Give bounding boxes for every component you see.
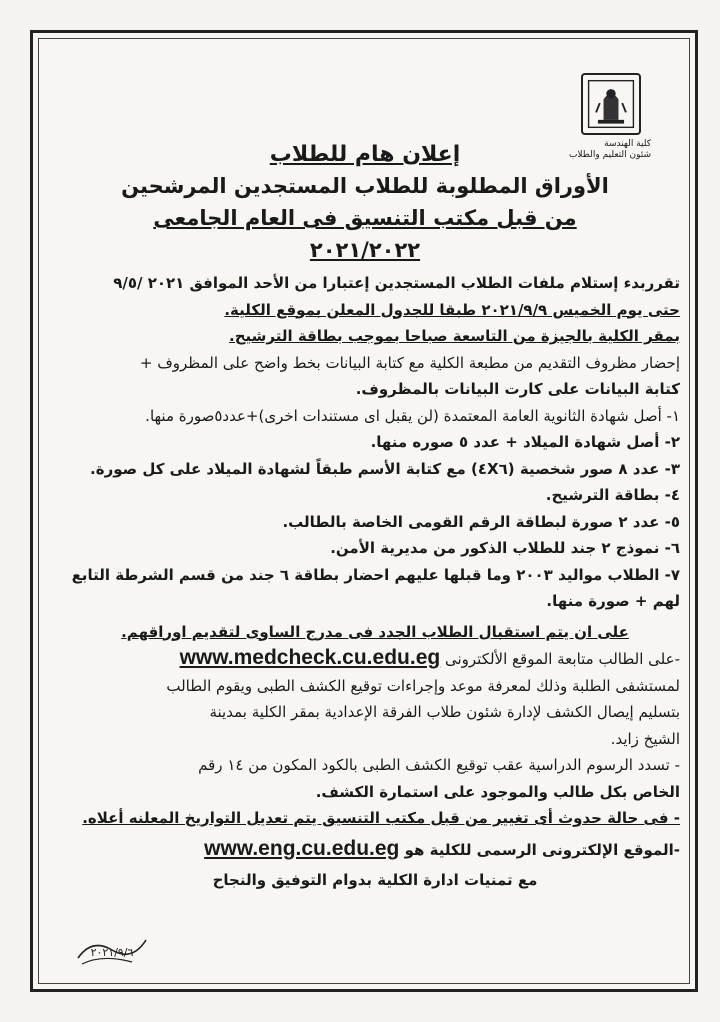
announcement-body: [70, 270, 680, 894]
faculty-website-link[interactable]: www.eng.cu.edu.eg: [204, 836, 400, 860]
list-item: ١- أصل شهادة الثانوية العامة المعتمدة (لن يقبل اى مستندات اخرى)+عدد٥صورة منها.: [145, 406, 680, 425]
medical-line-3: بتسليم إيصال الكشف لإدارة شئون طلاب الفرقة الإعدادية بمقر الكلية بمدينة: [209, 703, 680, 721]
medical-line-1: [70, 645, 680, 673]
list-item: ٦- نموذج ٢ جند للطلاب الذكور من مديرية الأمن.: [330, 539, 680, 557]
website-line: [70, 836, 680, 864]
list-item: لهم + صورة منها.: [546, 592, 680, 610]
announcement-year-line: من قبل مكتب التنسيق فى العام الجامعى ٢٠٢١/٢٠٢٢: [153, 206, 577, 262]
announcement-subtitle: الأوراق المطلوبة للطلاب المستجدين المرشحين: [121, 174, 609, 198]
fees-line-2: الخاص بكل طالب والموجود على استمارة الكشف.: [315, 782, 680, 801]
intro-line-1: تقرربدء إستلام ملفات الطلاب المستجدين إعتبارا من الأحد الموافق ٢٠٢١ /٩/٥: [113, 274, 680, 292]
faculty-name: كلية الهندسة: [604, 139, 651, 149]
fees-line-1: - تسدد الرسوم الدراسية عقب توقيع الكشف الطبى بالكود المكون من ١٤ رقم: [198, 756, 680, 774]
department-name: شئون التعليم والطلاب: [568, 150, 651, 160]
signature-stamp: [72, 928, 150, 972]
intro-line-2: حتى يوم الخميس ٢٠٢١/٩/٩ طبقا للجدول المعلن بموقع الكلية.: [224, 300, 680, 319]
closing-wishes: مع تمنيات ادارة الكلية بدوام التوفيق والنجاح: [212, 871, 538, 889]
list-item: ٢- أصل شهادة الميلاد + عدد ٥ صوره منها.: [370, 433, 680, 451]
reception-note: على ان يتم استقبال الطلاب الجدد فى مدرج الساوى لتقديم اوراقهم.: [121, 622, 629, 641]
title-block: [120, 140, 610, 266]
signature-date: ٢٠٢١/٩/٦: [90, 946, 134, 959]
announcement-title: إعلان هام للطلاب: [269, 142, 461, 167]
faculty-logo-icon: [581, 73, 641, 135]
list-item: ٤- بطاقة الترشيح.: [545, 486, 680, 504]
envelope-line-2: كتابة البيانات على كارت البيانات بالمظروف.: [355, 380, 680, 398]
list-item: ٣- عدد ٨ صور شخصية (٤X٦) مع كتابة الأسم طبقاً لشهادة الميلاد على كل صورة.: [90, 459, 680, 478]
medical-prefix: -على الطالب متابعة الموقع الألكترونى: [444, 650, 680, 668]
medical-line-2: لمستشفى الطلبة وذلك لمعرفة موعد وإجراءات توقيع الكشف الطبى ويقوم الطالب: [166, 676, 680, 695]
list-item: ٥- عدد ٢ صورة لبطاقة الرقم القومى الخاصة بالطالب.: [282, 512, 680, 531]
website-prefix: -الموقع الإلكترونى الرسمى للكلية هو: [404, 840, 680, 859]
envelope-line-1: إحضار مظروف التقديم من مطبعة الكلية مع كتابة البيانات بخط واضح على المظروف +: [139, 353, 680, 372]
list-item: ٧- الطلاب مواليد ٢٠٠٣ وما قبلها عليهم احضار بطاقة ٦ جند من قسم الشرطة التابع: [71, 565, 680, 584]
medical-line-4: الشيخ زايد.: [610, 729, 680, 748]
changes-note: - فى حالة حدوث أى تغيير من قبل مكتب التنسيق يتم تعديل التواريخ المعلنه أعلاه.: [82, 809, 680, 827]
medcheck-link[interactable]: www.medcheck.cu.edu.eg: [179, 646, 441, 669]
intro-line-3: بمقر الكلية بالجيزة من التاسعة صباحا بموجب بطاقة الترشيح.: [229, 327, 680, 345]
